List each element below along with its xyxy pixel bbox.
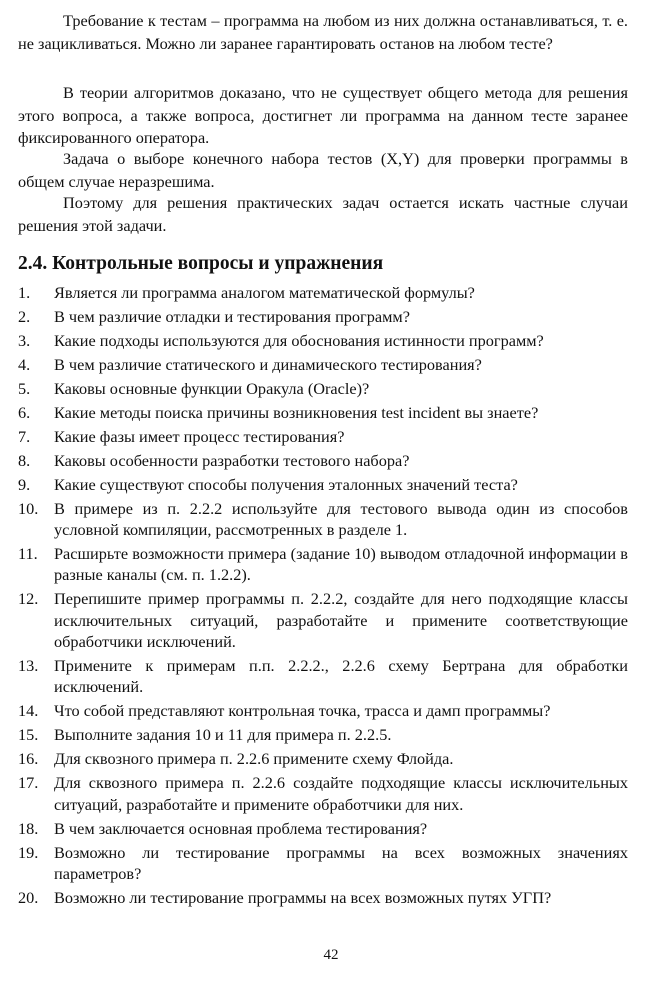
list-item (18, 402, 628, 423)
question-text: Перепишите пример программы п. 2.2.2, создайте для него подходящие классы исключительных ситуаций, разработайте и примените соответствующие обработчики исключений. (54, 589, 628, 652)
question-text: Выполните задания 10 и 11 для примера п. 2.2.5. (54, 725, 392, 745)
question-text: Для сквозного примера п. 2.2.6 примените схему Флойда. (54, 749, 454, 769)
question-text: Является ли программа аналогом математической формулы? (54, 283, 475, 302)
question-number: 3. (18, 330, 31, 350)
list-item (18, 655, 628, 698)
question-text: Расширьте возможности примера (задание 10) выводом отладочной информации в разные каналы (см. п. 1.2.2). (54, 543, 628, 585)
question-number: 12. (18, 589, 39, 609)
question-text: В чем различие статического и динамического тестирования? (54, 354, 482, 374)
questions-list (18, 282, 628, 911)
list-item (18, 700, 628, 721)
question-number: 19. (18, 842, 39, 862)
question-text: Возможно ли тестирование программы на всех возможных значениях параметров? (54, 842, 628, 883)
list-item (18, 498, 628, 541)
question-number: 2. (18, 306, 31, 326)
list-item (18, 282, 628, 303)
list-item (18, 818, 628, 839)
question-number: 6. (18, 402, 31, 422)
list-item (18, 724, 628, 745)
question-text: В примере из п. 2.2.2 используйте для тестового вывода один из способов условной компиляции, рассмотренных в разделе 1. (54, 498, 628, 539)
question-text: В чем заключается основная проблема тестирования? (54, 818, 428, 838)
list-item (18, 887, 628, 908)
question-number: 13. (18, 656, 39, 676)
list-item (18, 474, 628, 495)
list-item (18, 306, 628, 327)
question-text: Каковы особенности разработки тестового набора? (54, 450, 410, 470)
question-text: Каковы основные функции Оракула (Oracle)? (54, 378, 370, 398)
question-number: 9. (18, 474, 31, 494)
question-number: 10. (18, 498, 39, 518)
paragraph-test-selection: Задача о выборе конечного набора тестов (X,Y) для проверки программы в общем случае неразрешима. (18, 149, 628, 191)
question-number: 5. (18, 378, 31, 398)
question-number: 16. (18, 749, 39, 769)
question-number: 17. (18, 773, 39, 793)
question-number: 1. (18, 283, 31, 302)
list-item (18, 748, 628, 769)
list-item (18, 354, 628, 375)
question-text: Какие существуют способы получения эталонных значений теста? (54, 474, 518, 494)
question-text: Для сквозного примера п. 2.2.6 создайте подходящие классы исключительных ситуаций, разработайте и примените обработчики для них. (54, 773, 628, 814)
question-number: 8. (18, 450, 31, 470)
list-item (18, 330, 628, 351)
question-number: 11. (18, 543, 38, 563)
question-text: Какие фазы имеет процесс тестирования? (54, 426, 345, 446)
paragraph-algorithm-theory: В теории алгоритмов доказано, что не существует общего метода для решения этого вопроса, а также вопроса, достигнет ли программа на данном тесте заранее фиксированного оператора. (18, 83, 628, 148)
question-text: Возможно ли тестирование программы на всех возможных путях УГП? (54, 887, 552, 907)
question-text: В чем различие отладки и тестирования программ? (54, 306, 410, 326)
list-item (18, 842, 628, 885)
question-text: Что собой представляют контрольная точка, трасса и дамп программы? (54, 701, 551, 721)
question-number: 20. (18, 887, 39, 907)
question-number: 18. (18, 818, 39, 838)
question-text: Примените к примерам п.п. 2.2.2., 2.2.6 схему Бертрана для обработки исключений. (54, 656, 628, 697)
list-item (18, 426, 628, 447)
list-item (18, 450, 628, 471)
paragraph-practical-tasks: Поэтому для решения практических задач остается искать частные случаи решения этой задачи. (18, 193, 628, 235)
question-number: 7. (18, 426, 31, 446)
list-item (18, 772, 628, 815)
question-text: Какие подходы используются для обоснования истинности программ? (54, 330, 544, 350)
question-number: 4. (18, 354, 31, 374)
question-text: Какие методы поиска причины возникновения test incident вы знаете? (54, 402, 539, 422)
question-number: 14. (18, 701, 39, 721)
section-heading: 2.4. Контрольные вопросы и упражнения (18, 253, 384, 274)
paragraph-test-termination: Требование к тестам – программа на любом из них должна останавливаться, т. е. не зацикливаться. Можно ли заранее гарантировать останов на любом тесте? (18, 11, 628, 53)
question-number: 15. (18, 725, 39, 745)
list-item (18, 543, 628, 586)
page-number: 42 (323, 947, 339, 963)
list-item (18, 588, 628, 652)
list-item (18, 378, 628, 399)
